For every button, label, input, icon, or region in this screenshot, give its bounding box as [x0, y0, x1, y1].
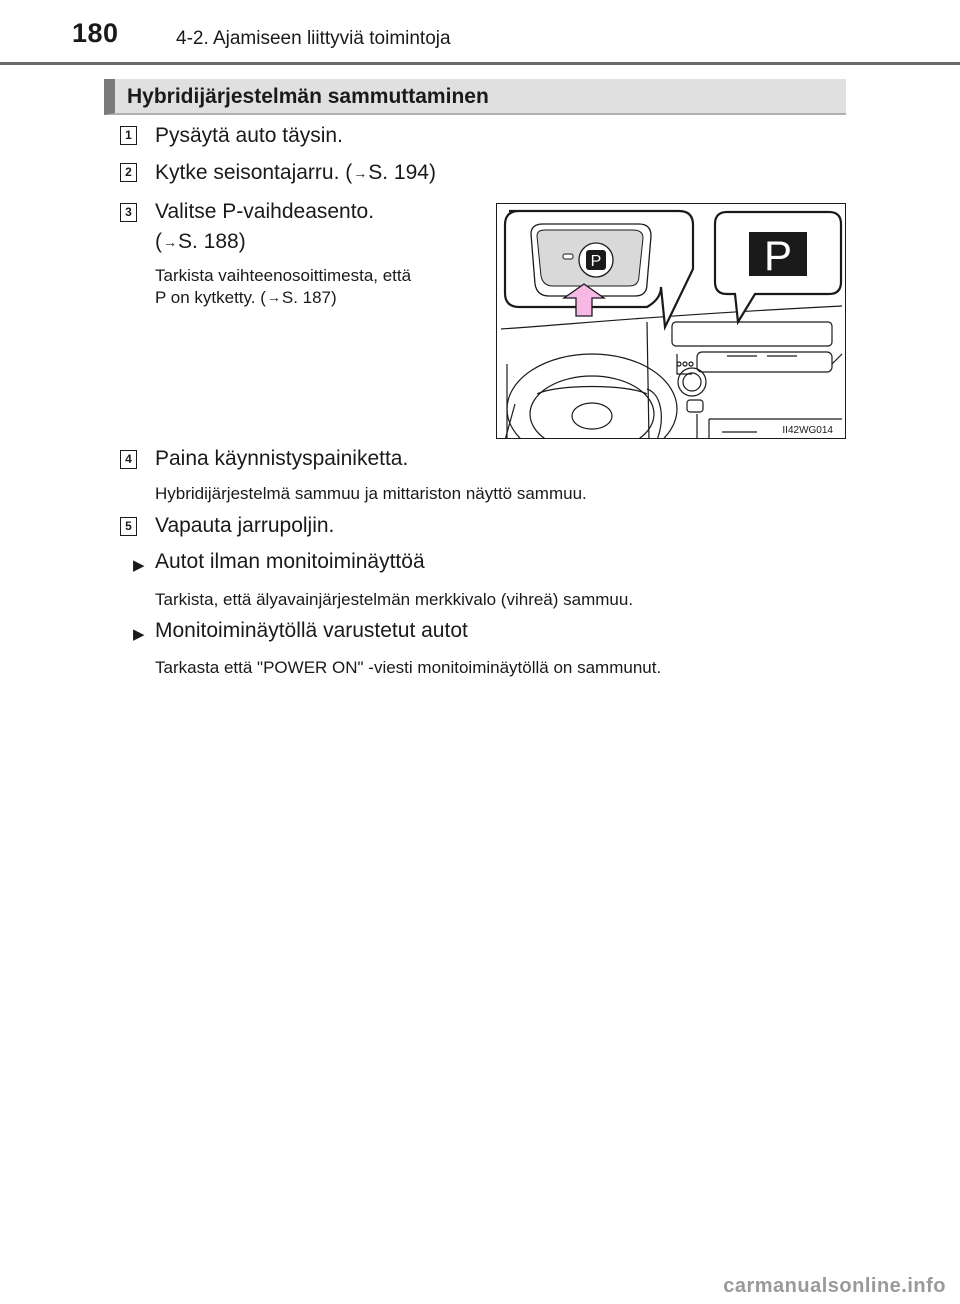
section-title: Hybridijärjestelmän sammuttaminen — [127, 85, 489, 108]
display-callout — [715, 212, 841, 322]
dashboard-illustration — [496, 203, 846, 439]
step-number-2: 2 — [120, 163, 137, 182]
triangle-bullet-icon: ▶ — [133, 626, 145, 643]
step-note-4: Hybridijärjestelmä sammuu ja mittariston näyttö sammuu. — [155, 484, 587, 503]
page-number: 180 — [72, 18, 119, 48]
section-header — [104, 79, 846, 115]
chapter-title: 4-2. Ajamiseen liittyviä toimintoja — [176, 28, 451, 49]
dashboard-drawing — [497, 204, 846, 439]
arrow-icon: → — [266, 289, 281, 305]
step-note-3: Tarkista vaihteenosoittimesta, että P on kytketty. (→S. 187) — [155, 266, 412, 307]
step-text-2: Kytke seisontajarru. (→S. 194) — [155, 161, 436, 184]
step-text-1: Pysäytä auto täysin. — [155, 124, 343, 147]
subsection-note-2: Tarkasta että "POWER ON" -viesti monitoiminäytöllä on sammunut. — [155, 658, 662, 677]
arrow-icon: → — [163, 234, 177, 250]
step-text-3-ref: (→S. 188) — [155, 230, 246, 253]
subsection-title-2: Monitoiminäytöllä varustetut autot — [155, 619, 468, 642]
step-number-4: 4 — [120, 450, 137, 469]
shift-button-callout — [505, 211, 693, 337]
header-rule — [0, 62, 960, 65]
subsection-note-1: Tarkista, että älyavainjärjestelmän merkkivalo (vihreä) sammuu. — [155, 590, 634, 609]
p-display-label: P — [763, 232, 793, 279]
step-number-5: 5 — [120, 517, 137, 536]
arrow-icon: → — [353, 165, 368, 181]
step-number-1: 1 — [120, 126, 137, 145]
triangle-bullet-icon: ▶ — [133, 557, 145, 574]
watermark: carmanualsonline.info — [723, 1275, 946, 1297]
step-number-3: 3 — [120, 203, 137, 222]
illustration-code: II42WG014 — [782, 425, 833, 436]
subsection-title-1: Autot ilman monitoiminäyttöä — [155, 550, 425, 573]
step-text-3: Valitse P-vaihdeasento. — [155, 200, 375, 223]
p-button-label: P — [590, 253, 602, 270]
step-text-5: Vapauta jarrupoljin. — [155, 514, 335, 537]
step-text-4: Paina käynnistyspainiketta. — [155, 447, 409, 470]
